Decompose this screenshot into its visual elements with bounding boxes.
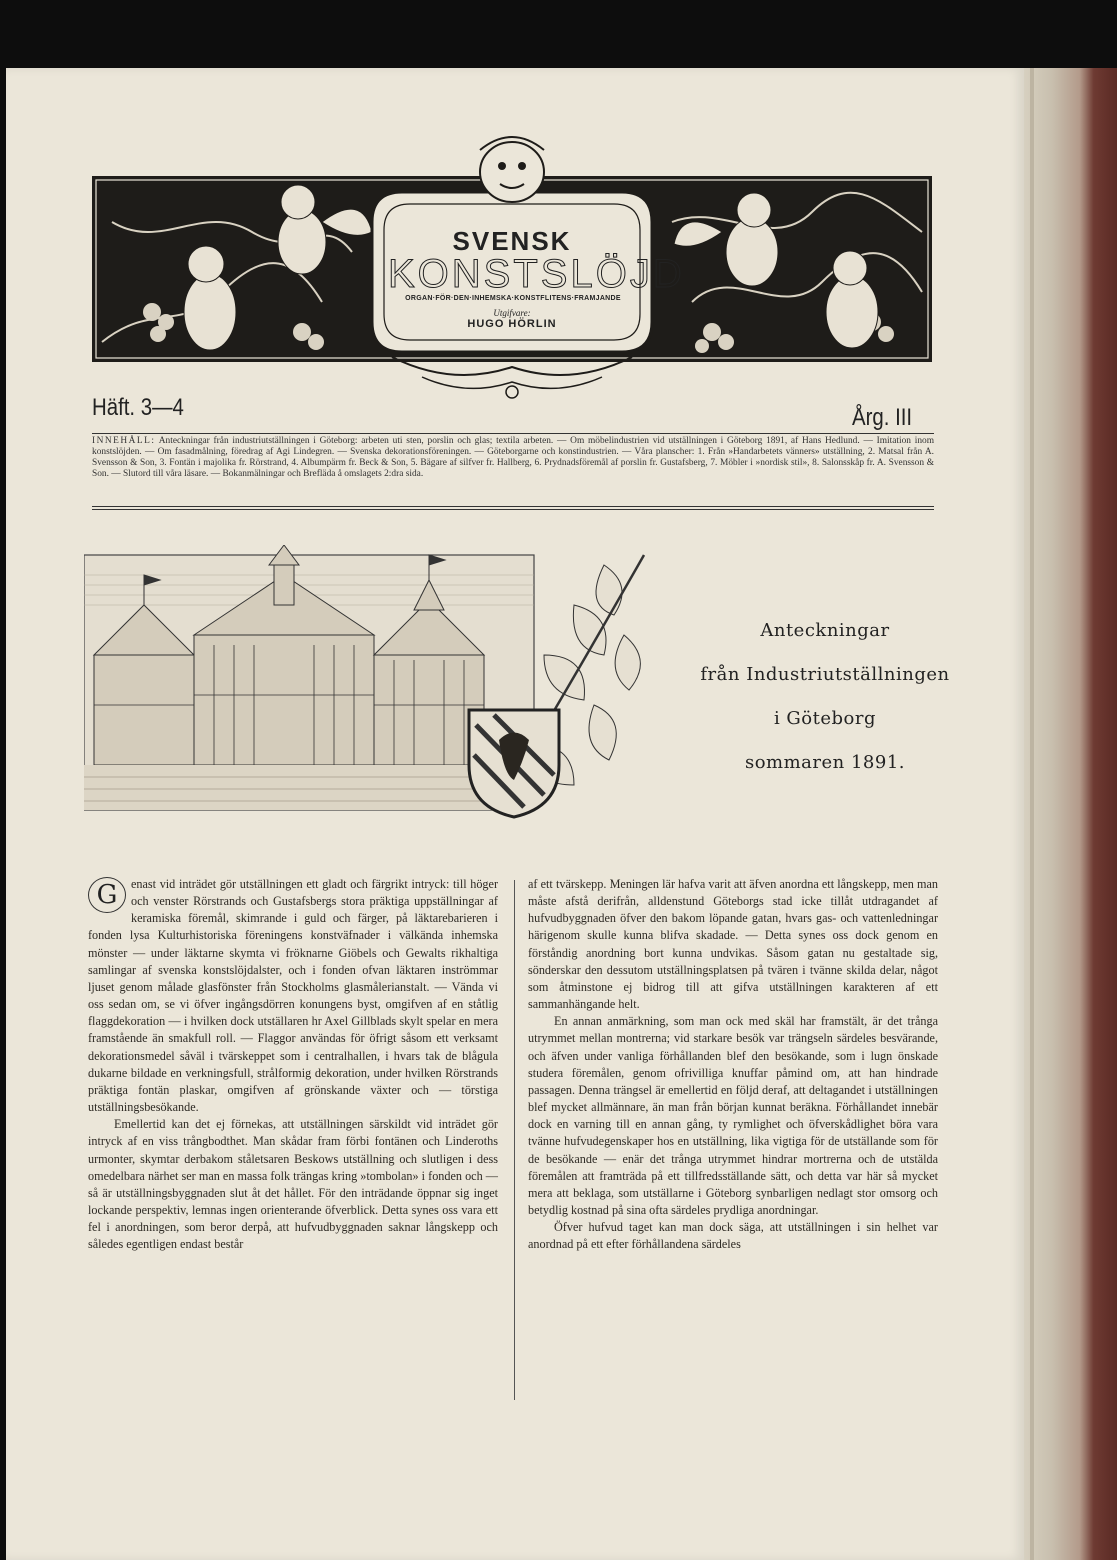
paragraph: Emellertid kan det ej förnekas, att utställningen särskildt vid inträdet gör intryck af en viss trångbodthet. Man skådar fram förbi fontänen och Linderoths urmonter, skymtar derbakom ståletsaren Beskows utställning och slutligen i dess omedelbara närhet ser man en massa folk trängas kring »tombolan» i fonden och — så är utställningsbyggnaden slut åt det hållet. För den inträdande öppnar sig inget lockande perspektiv, lemnas ingen orienterande öfverblick. Detta synes oss vara ett fel i anordningen, som beror derpå, att hufvudbyggnaden saknar långskepp och således egentligen endast består xyxy=(88,1117,498,1252)
heading-line-4: sommaren 1891. xyxy=(744,752,906,773)
contents-top-rule xyxy=(92,433,934,434)
paragraph: af ett tvärskepp. Meningen lär hafva varit att äfven anordna ett långskepp, men man måste afstå derifrån, alldenstund Göteborgs stad icke tillåt utdragandet af hufvudbyggnaden öfver den bakom löpande gatan, hvars gas- och vattenledningar härigenom skulle kunna blifva skadade. — Detta synes oss dock genom en förståndig anordning bort kunna undvikas. Såsom gatan nu gestaltade sig, sönderskar den dessutom utställningsplatsen på tvären i tvänne skilda delar, något som åtminstone ej bidrog till att gifva utställningen karakteren af ett sammanhängande helt. xyxy=(528,877,938,1012)
exhibition-hall-engraving xyxy=(84,545,664,820)
column-divider xyxy=(514,880,515,1400)
article-column-left xyxy=(88,876,498,1253)
contents-lead: INNEHÅLL: xyxy=(92,436,156,446)
heading-line-2: från Industriutställningen xyxy=(700,664,950,685)
heading-line-3: i Göteborg xyxy=(773,708,877,729)
editor-name: HUGO HÖRLIN xyxy=(467,318,557,330)
masthead-title-konstslojd: KONSTSLÖJD xyxy=(388,252,685,296)
spine-edge xyxy=(1030,68,1034,1560)
masthead-subtitle: ORGAN·FÖR·DEN·INHEMSKA·KONSTFLITENS·FRAMJANDE xyxy=(405,295,621,302)
volume-number: Årg. III xyxy=(852,404,913,431)
contents-text: Anteckningar från industriutställningen i Göteborg: arbeten uti sten, porslin och glas; textila arbeten. — Om möbelindustrien vid utställningen i Göteborg 1891, af Hans Hedlund. — Imitation inom konstslöjden. — Om fasadmålning, föredrag af Agi Lindegren. — Svenska dekorationsföreningen. — Göteborgarne och konstindustrien. — Våra planscher: 1. Från »Handarbetets vänners» utställning, 2. Matsal från A. Svensson & Son, 3. Fontän i majolika fr. Rörstrand, 4. Albumpärm fr. Beck & Son, 5. Bägare af silfver fr. Hallberg, 6. Prydnadsföremål af porslin fr. Gustafsberg, 7. Möbler i »nordisk stil», 8. Salonsskåp fr. A. Svensson & Son. — Slutord till våra läsare. — Bokanmälningar och Brefläda å omslagets 2:dra sida. xyxy=(92,436,935,479)
paragraph-text: enast vid inträdet gör utställningen ett gladt och färgrikt intryck: till höger och venster Rörstrands och Gustafsbergs stora präktiga uppställningar af keramiska föremål, skimrande i guld och färger, på läktarebarieren i fonden lysa Kulturhistoriska föreningens konstväfnader i välkända inhemska mönster — under läktarne skymta vi fröknarne Giöbels och Gewalts rikhaltiga samlingar af svenska konstslöjdalster, och i fonden ofvan läktaren inströmmar ljuset genom målade glasfönster från Stockholms glasmålerianstalt. — Vända vi oss sedan om, se vi öfver ingångsdörren konungens byst, omgifven af en ståtlig flaggdekoration — i hvilken dock utställaren hr Axel Gillblads skylt spelar en mera framstående än smakfull roll. — Flaggor användas för öfrigt såsom ett verksamt dekorationsmedel såväl i tvärskeppet som i centralhallen, i hvars tak de blågula dukarne bildade en verkningsfull, strålformig dekoration, under hvilken Rörstrands präktiga fontän plaskar, omgifven af grönskande växter och — törstiga utställningsbesökande. xyxy=(88,877,498,1115)
article-column-right xyxy=(528,876,938,1253)
contents-bottom-rule-2 xyxy=(92,509,934,510)
issue-number: Häft. 3—4 xyxy=(92,394,184,421)
publisher-label: Utgifvare: xyxy=(493,308,531,318)
heading-line-1: Anteckningar xyxy=(760,620,890,641)
book-spine xyxy=(1024,68,1117,1560)
drop-cap: G xyxy=(88,877,126,913)
contents-bottom-rule xyxy=(92,506,934,507)
table-of-contents xyxy=(92,436,934,480)
exhibition-illustration xyxy=(84,545,664,820)
paragraph: En annan anmärkning, som man ock med skäl har framstält, är det trånga utrymmet mellan montrerna; vid starkare besök var trängseln särdeles besvärande, och äfven under vanliga förhållanden blef den besökande, som i lugn önskade studera föremålen, genom ofrivilliga knuffar påmind om, att han hindrade passagen. Denna trängsel är emellertid en följd deraf, att deltagandet i utställningen blef mycket allmännare, än man från början kunnat beräkna. Förhållandet innebär dock en varning till en annan gång, ty rymlighet och öfverskådlighet böra vara tvänne hufvudegenskaper hos en utställning, lika vigtiga för de utställande som för de besökande — enär det trånga utrymmet hindrar mortrerna och de utstälda föremålen att framträda på ett tillfredsställande sätt, och detta var här så mycket mera att beklaga, som utställarne i Göteborg synbarligen nedlagt stor omsorg och betydlig kostnad på sina ofta särdeles prydliga anordningar. xyxy=(528,1014,938,1217)
paragraph xyxy=(88,876,498,1116)
article-heading xyxy=(690,616,960,792)
masthead-title-svensk: SVENSK xyxy=(452,226,572,256)
paragraph: Öfver hufvud taget kan man dock säga, att utställningen i sin helhet var anordnad på ett efter förhållandena särdeles xyxy=(528,1220,938,1252)
masthead-banner xyxy=(92,102,932,412)
